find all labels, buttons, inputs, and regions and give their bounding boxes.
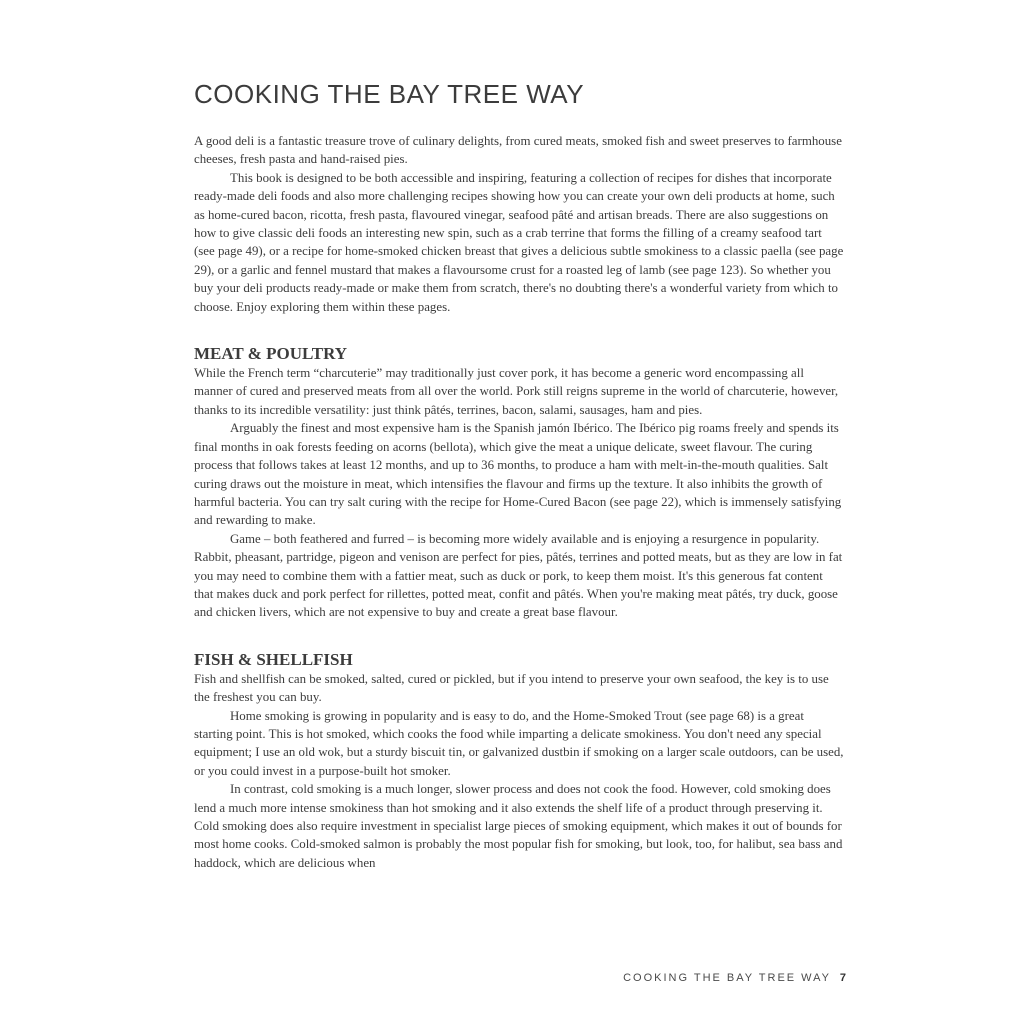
meat-paragraph: Game – both feathered and furred – is becoming more widely available and is enjoying a resurgence in popularity. Rabbit, pheasant, partridge, pigeon and venison are perfect for pies, pâtés, terrines and potted meats, but as they are low in fat you may need to combine them with a fattier meat, such as duck or pork, to keep them moist. It's this generous fat content that makes duck and pork perfect for rillettes, potted meat, confit and pâtés. When you're making meat pâtés, try duck, goose and chicken livers, which are not expensive to buy and create a great base flavour. bbox=[194, 531, 843, 620]
intro-paragraph: This book is designed to be both accessible and inspiring, featuring a collection of recipes for dishes that incorporate ready-made deli foods and also more challenging recipes showing how you can create your own deli products at home, such as home-cured bacon, ricotta, fresh pasta, flavoured vinegar, seafood pâté and artisan breads. There are also suggestions on how to give classic deli foods an interesting new spin, such as a crab terrine that forms the filling of a creamy seafood tart (see page 49), or a recipe for home-smoked chicken breast that gives a delicious subtle smokiness to a classic paella (see page 29), or a garlic and fennel mustard that makes a flavoursome crust for a roasted leg of lamb (see page 123). So whether you buy your deli products ready-made or make them from scratch, there's no doubting there's a wonderful variety from which to choose. Enjoy exploring them within these pages. bbox=[194, 170, 844, 314]
fish-paragraph: In contrast, cold smoking is a much longer, slower process and does not cook the food. However, cold smoking does lend a much more intense smokiness than hot smoking and it also extends the shelf life of a product through preserving it. Cold smoking does also require investment in specialist large pieces of smoking equipment, which makes it out of bounds for most home cooks. Cold-smoked salmon is probably the most popular fish for smoking, but look, too, for halibut, sea bass and haddock, which are delicious when bbox=[194, 782, 843, 870]
page-footer bbox=[623, 972, 846, 984]
fish-paragraph: Fish and shellfish can be smoked, salted, cured or pickled, but if you intend to preserve your own seafood, the key is to use the freshest you can buy. bbox=[194, 671, 829, 705]
page-number: 7 bbox=[839, 972, 846, 984]
meat-poultry-section bbox=[194, 344, 844, 622]
intro-paragraph: A good deli is a fantastic treasure trove of culinary delights, from cured meats, smoked fish and sweet preserves to farmhouse cheeses, fresh pasta and hand-raised pies. bbox=[194, 134, 842, 167]
page-content bbox=[194, 76, 844, 872]
running-title: COOKING THE BAY TREE WAY bbox=[623, 972, 831, 984]
section-heading-meat-poultry: MEAT & POULTRY bbox=[194, 344, 348, 364]
fish-shellfish-section bbox=[194, 650, 844, 872]
fish-paragraph: Home smoking is growing in popularity and is easy to do, and the Home-Smoked Trout (see page 68) is a great starting point. This is hot smoked, which cooks the food while imparting a delicate smokiness. You don't need any special equipment; I use an old wok, but a sturdy biscuit tin, or galvanized dustbin if smoking on a larger scale outdoors, can be used, or you could invest in a purpose-built hot smoker. bbox=[194, 708, 844, 778]
section-heading-fish-shellfish: FISH & SHELLFISH bbox=[194, 649, 353, 669]
meat-paragraph: While the French term “charcuterie” may traditionally just cover pork, it has become a generic word encompassing all manner of cured and preserved meats from all over the world. Pork still reigns supreme in the world of charcuterie, however, thanks to its incredible versatility: just think pâtés, terrines, bacon, salami, sausages, ham and pies. bbox=[194, 366, 839, 417]
intro-section bbox=[194, 132, 844, 316]
meat-paragraph: Arguably the finest and most expensive ham is the Spanish jamón Ibérico. The Ibérico pig roams freely and spends its final months in oak forests feeding on acorns (bellota), which give the meat a unique delicate, sweet flavour. The curing process that follows takes at least 12 months, and up to 36 months, to produce a ham with melt-in-the-mouth qualities. Salt curing draws out the moisture in meat, which intensifies the flavour and firms up the texture. It also inhibits the growth of harmful bacteria. You can try salt curing with the recipe for Home-Cured Bacon (see page 22), which is immensely satisfying and rewarding to make. bbox=[194, 421, 842, 528]
page-title: COOKING THE BAY TREE WAY bbox=[194, 79, 585, 109]
